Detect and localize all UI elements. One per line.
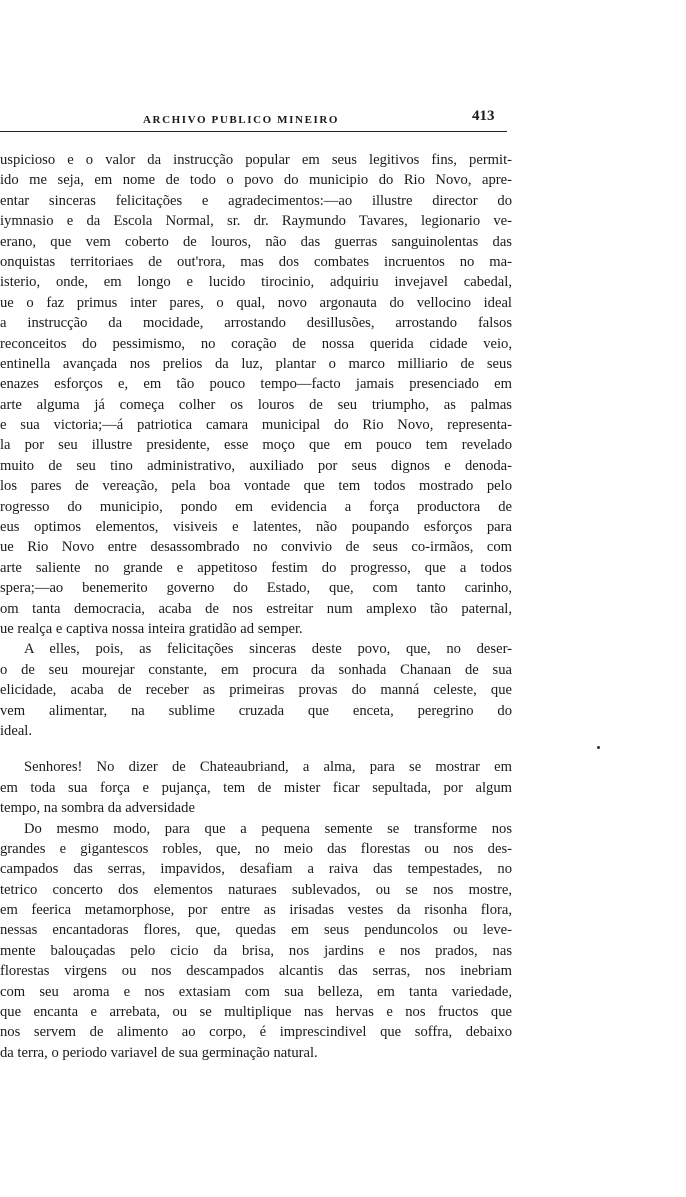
text-line: iymnasio e da Escola Normal, sr. dr. Raymundo Tavares, legionario ve-	[0, 213, 512, 230]
text-line: e sua victoria;—á patriotica camara municipal do Rio Novo, representa-	[0, 417, 512, 434]
text-line: ideal.	[0, 722, 33, 739]
text-line: ue Rio Novo entre desassombrado no convivio de seus co-irmãos, com	[0, 539, 512, 556]
text-line: em toda sua força e pujança, tem de mister ficar sepultada, por algum	[0, 779, 512, 796]
paragraph-gap	[0, 741, 512, 757]
text-line: A elles, pois, as felicitações sinceras deste povo, que, no deser-	[24, 641, 512, 658]
text-line: reconceitos do pessimismo, no coração de nossa querida cidade veio,	[0, 335, 512, 352]
text-line: ue realça e captiva nossa inteira gratidão ad semper.	[0, 620, 303, 637]
text-line: grandes e gigantescos robles, que, no meio das florestas ou nos des-	[0, 840, 512, 857]
text-line: entar sinceras felicitações e agradecimentos:—ao illustre director do	[0, 192, 512, 209]
text-line: entinella avançada nos prelios da luz, plantar o marco milliario de seus	[0, 355, 512, 372]
text-line: eus optimos elementos, visiveis e latentes, não poupando esforços para	[0, 519, 512, 536]
text-line: campados das serras, impavidos, desafiam a raiva das tempestades, no	[0, 861, 512, 878]
text-line: Do mesmo modo, para que a pequena semente se transforme nos	[24, 820, 512, 837]
body-text	[0, 150, 512, 1063]
running-head	[0, 100, 510, 130]
text-line: muito de seu tino administrativo, auxiliado por seus dignos e denoda-	[0, 457, 512, 474]
text-line: florestas virgens ou nos descampados alcantis das serras, nos inebriam	[0, 963, 512, 980]
text-line: om tanta democracia, acaba de nos estreitar num amplexo tão paternal,	[0, 600, 512, 617]
text-line: Senhores! No dizer de Chateaubriand, a alma, para se mostrar em	[24, 759, 512, 776]
text-line: spera;—ao benemerito governo do Estado, que, com tanto carinho,	[0, 580, 512, 597]
text-line: em feerica metamorphose, por entre as irisadas vestes da risonha flora,	[0, 902, 512, 919]
text-line: tetrico concerto dos elementos naturaes sublevados, ou se nos mostre,	[0, 881, 512, 898]
text-line: ue o faz primus inter pares, o qual, novo argonauta do vellocino ideal	[0, 294, 512, 311]
text-line: da terra, o periodo variavel de sua germinação natural.	[0, 1044, 318, 1061]
text-line: onquistas territoriaes de out'rora, mas dos combates incruentos no ma-	[0, 253, 512, 270]
text-line: erano, que vem coberto de louros, não das guerras sanguinolentas das	[0, 233, 512, 250]
text-line: enazes esforços e, em tão pouco tempo—facto jamais presenciado em	[0, 376, 512, 393]
text-line: ido me seja, em nome de todo o povo do municipio do Rio Novo, apre-	[0, 172, 512, 189]
text-line: a instrucção da mocidade, arrostando desillusões, arrostando falsos	[0, 315, 512, 332]
text-line: que encanta e arrebata, ou se multiplique nas hervas e nos fructos que	[0, 1004, 512, 1021]
text-line: los pares de vereação, pela boa vontade que tem todos mostrado pelo	[0, 478, 512, 495]
running-head-title: ARCHIVO PUBLICO MINEIRO	[143, 114, 340, 126]
text-line: nessas encantadoras flores, que, quedas em seus penduncolos ou leve-	[0, 922, 512, 939]
page-number: 413	[472, 108, 495, 124]
header-rule	[0, 131, 507, 132]
text-line: la por seu illustre presidente, esse moço que em pouco tem revelado	[0, 437, 512, 454]
text-line: arte alguma já começa colher os louros de seu triumpho, as palmas	[0, 396, 512, 413]
text-line: com seu aroma e nos extasiam com sua belleza, em tanta variedade,	[0, 983, 512, 1000]
text-line: isterio, onde, em longo e lucido tirocinio, adquiriu invejavel cabedal,	[0, 274, 512, 291]
text-line: arte saliente no grande e appetitoso festim do progresso, que a todos	[0, 559, 512, 576]
text-line: rogresso do municipio, pondo em evidencia a força productora de	[0, 498, 512, 515]
text-line: tempo, na sombra da adversidade	[0, 800, 195, 817]
text-line: nos servem de alimento ao corpo, é imprescindivel que soffra, debaixo	[0, 1024, 512, 1041]
stray-mark	[597, 746, 600, 749]
text-line: uspicioso e o valor da instrucção popular em seus legitivos fins, permit-	[0, 152, 512, 168]
text-line: o de seu mourejar constante, em procura da sonhada Chanaan de sua	[0, 661, 512, 678]
text-line: mente balouçadas pelo cicio da brisa, nos jardins e nos prados, nas	[0, 942, 512, 959]
text-line: elicidade, acaba de receber as primeiras provas do manná celeste, que	[0, 682, 512, 699]
text-line: vem alimentar, na sublime cruzada que enceta, peregrino do	[0, 702, 512, 719]
